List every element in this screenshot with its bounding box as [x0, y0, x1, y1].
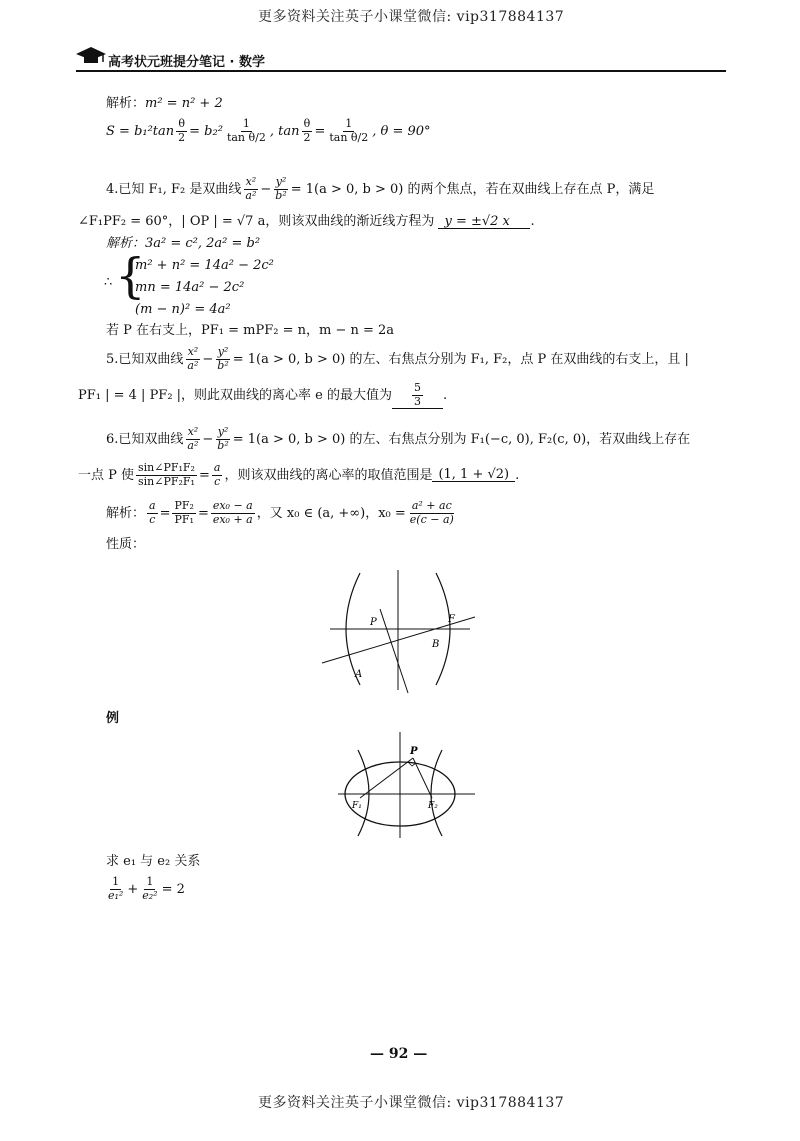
- system-eq-2: mn = 14a² − 2c²: [135, 280, 245, 295]
- system-eq-1: m² + n² = 14a² − 2c²: [135, 258, 274, 273]
- fig2-label-F1: F₁: [352, 801, 362, 811]
- header-rule: [76, 70, 726, 72]
- question-5-line-2: PF₁ | = 4 | PF₂ |，则此双曲线的离心率 e 的最大值为 $\frac{5}{3}$ .: [78, 381, 448, 408]
- header-title: 高考状元班提分笔记 · 数学: [108, 55, 265, 70]
- fig1-focal-line: [380, 609, 408, 693]
- therefore-symbol: ∴: [104, 275, 113, 290]
- fig2-hyperbola-right: [431, 750, 442, 836]
- watermark-top: 更多资料关注英子小课堂微信: vip317884137: [258, 9, 565, 25]
- property-label: 性质：: [106, 537, 146, 552]
- solution-4-line-2: 若 P 在右支上，PF₁ = mPF₂ = n，m − n = 2a: [106, 323, 395, 338]
- ellipse-hyperbola-figure: [330, 728, 480, 840]
- question-6-line-1: 6.已知双曲线 $\frac{\text{x²}}{\text{a²}}$ − $\frac{\text{y²}}{\text{b²}}$ = 1(a > 0, b > 0) 的左、右焦点分别为 F₁(−c, 0), F₂(c, 0)，若双曲线上存在: [106, 425, 691, 452]
- fig1-label-B: B: [432, 639, 440, 650]
- watermark-bottom: 更多资料关注英子小课堂微信: vip317884137: [258, 1095, 565, 1111]
- system-eq-3: (m − n)² = 4a²: [135, 302, 231, 317]
- solution-line-1: 解析：m² = n² + 2: [106, 96, 223, 111]
- fig2-line-PF2: [413, 758, 432, 798]
- solution-4-line-1: 解析：3a² = c², 2a² = b²: [106, 236, 261, 251]
- question-4-line-2: ∠F₁PF₂ = 60°，| OP | = √7 a，则该双曲线的渐近线方程为 y = ±√2 x .: [78, 214, 535, 229]
- fig1-label-P: P: [370, 617, 377, 628]
- question-5-line-1: 5.已知双曲线 $\frac{\text{x²}}{\text{a²}}$ − $\frac{\text{y²}}{\text{b²}}$ = 1(a > 0, b > 0) 的左、右焦点分别为 F₁, F₂，点 P 在双曲线的右支上，且 |: [106, 345, 689, 372]
- answer-blank-6: (1, 1 + √2): [432, 468, 515, 482]
- solution-6-line: 解析： $\frac{a}{c}$ = $\frac{\text{PF₂}}{\text{PF₁}}$ = $\frac{\text{ex₀ − a}}{\text{ex₀ + a}}$ ，又 x₀ ∈ (a, +∞)，x₀ = $\frac{\text{a² + ac}}{e(c - a)}$: [106, 499, 454, 526]
- graduation-cap-icon: [76, 46, 106, 66]
- fig2-label-P: P: [410, 746, 418, 757]
- answer-blank-4: y = ±√2 x: [438, 215, 530, 229]
- example-label: 例: [106, 711, 120, 726]
- fig2-label-F2: F₂: [428, 801, 438, 811]
- area-formula-line: S = b₁²tan $\frac{\theta}{2}$ = b₂² $\frac{1}{\text{tan θ/2}}$ , tan $\frac{\theta}{2}$ = $\frac{1}{\text{tan θ/2}}$ , θ = 90°: [106, 117, 431, 144]
- system-brace: {: [115, 248, 146, 304]
- relation-formula: $\frac{1}{\text{e₁²}}$ + $\frac{1}{\text{e₂²}}$ = 2: [108, 875, 185, 902]
- page-number: — 92 —: [370, 1046, 428, 1062]
- question-4-line-1: 4.已知 F₁, F₂ 是双曲线 $\frac{\text{x²}}{\text{a²}}$ − $\frac{\text{y²}}{\text{b²}}$ = 1(a > 0, b > 0) 的两个焦点，若在双曲线上存在点 P，满足: [106, 175, 655, 202]
- question-6-line-2: 一点 P 使 $\frac{\text{sin∠PF₁F₂}}{\text{sin∠PF₂F₁}}$ = $\frac{a}{c}$ ，则该双曲线的离心率的取值范围是 (1, 1 + √2) .: [78, 461, 520, 488]
- hyperbola-line-figure: [320, 565, 480, 695]
- fig1-label-A: A: [355, 669, 363, 680]
- relation-prompt: 求 e₁ 与 e₂ 关系: [106, 854, 201, 869]
- fig1-label-F: F: [448, 614, 455, 625]
- answer-blank-5: $\frac{5}{3}$: [392, 382, 443, 409]
